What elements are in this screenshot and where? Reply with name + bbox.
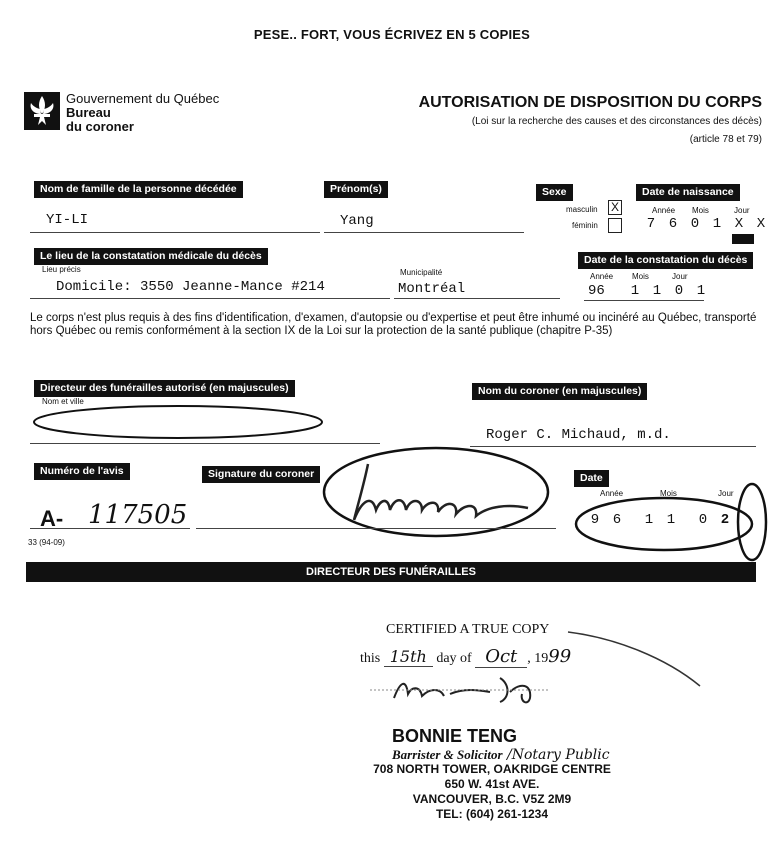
form-title: AUTORISATION DE DISPOSITION DU CORPS xyxy=(418,94,762,111)
label-nom-coroner: Nom du coroner (en majuscules) xyxy=(472,383,647,400)
constatation-annee-value: 96 xyxy=(588,283,605,299)
certified-date-line: this 15th day of Oct , 1999 xyxy=(360,646,572,667)
legal-paragraph: Le corps n'est plus requis à des fins d'identification, d'examen, d'autopsie ou d'expertise et peut être inhumé ou incinéré au Québec, transporté hors Québec ou remis conformément à la section IX de la Loi sur la protection de la santé publique (chapitre P-35) xyxy=(30,312,757,337)
feminin-checkbox[interactable] xyxy=(608,218,622,233)
label-signature: Signature du coroner xyxy=(202,466,320,483)
constatation-jour-label: Jour xyxy=(672,272,688,281)
form-code: 33 (94-09) xyxy=(28,538,65,547)
form-subtitle: (Loi sur la recherche des causes et des circonstances des décès) xyxy=(471,116,762,127)
municipalite-value: Montréal xyxy=(398,281,466,297)
avis-prefix: A- xyxy=(40,506,64,531)
constatation-mois-label: Mois xyxy=(632,272,649,281)
notary-address: 708 NORTH TOWER, OAKRIDGE CENTRE 650 W. 41st AVE. VANCOUVER, B.C. V5Z 2M9 TEL: (604) 261-1234 xyxy=(373,762,611,821)
lieu-precis-value: Domicile: 3550 Jeanne-Mance #214 xyxy=(56,279,325,295)
label-date: Date xyxy=(574,470,609,487)
label-lieu-precis: Lieu précis xyxy=(42,265,81,274)
naissance-jour-label: Jour xyxy=(734,206,750,215)
date-mois-label: Mois xyxy=(660,489,677,498)
notary-role: Barrister & Solicitor /Notary Public xyxy=(392,747,610,763)
nom-value: YI-LI xyxy=(46,212,89,228)
naissance-digits: 7 6 0 1 X X xyxy=(646,216,766,232)
gov-name: Gouvernement du Québec xyxy=(66,91,220,106)
notary-name: BONNIE TENG xyxy=(392,726,518,746)
gov-bureau: Bureau xyxy=(66,105,111,120)
masculin-label: masculin xyxy=(566,205,598,214)
naissance-mois-label: Mois xyxy=(692,206,709,215)
date-jour-label: Jour xyxy=(718,489,734,498)
redaction-mark xyxy=(732,234,754,244)
label-lieu: Le lieu de la constatation médicale du décès xyxy=(34,248,268,265)
masculin-checkbox[interactable]: X xyxy=(608,200,622,215)
form-article: (article 78 et 79) xyxy=(689,134,762,145)
government-header xyxy=(66,92,219,134)
label-municipalite: Municipalité xyxy=(400,268,443,277)
label-sexe: Sexe xyxy=(536,184,573,201)
certified-true-copy: CERTIFIED A TRUE COPY xyxy=(386,622,550,637)
directeur-redaction-oval xyxy=(30,402,330,442)
label-date-naissance: Date de naissance xyxy=(636,184,740,201)
date-digits: 9 6 1 1 0 2 xyxy=(590,512,730,528)
directeur-funerailles-bar: DIRECTEUR DES FUNÉRAILLES xyxy=(26,562,756,582)
avis-number: 117505 xyxy=(88,500,188,530)
feminin-label: féminin xyxy=(572,221,598,230)
constatation-annee-label: Année xyxy=(590,272,614,281)
label-directeur: Directeur des funérailles autorisé (en majuscules) xyxy=(34,380,295,397)
coroner-name-value: Roger C. Michaud, m.d. xyxy=(486,427,671,443)
gov-coroner: du coroner xyxy=(66,119,134,134)
naissance-annee-label: Année xyxy=(652,206,676,215)
prenom-value: Yang xyxy=(340,213,374,229)
quebec-fleur-de-lis-logo xyxy=(24,92,60,130)
label-prenom: Prénom(s) xyxy=(324,181,388,198)
label-nom-ville: Nom et ville xyxy=(42,397,84,406)
label-date-constatation: Date de la constatation du décès xyxy=(578,252,753,269)
copies-instruction: PESE.. FORT, VOUS ÉCRIVEZ EN 5 COPIES xyxy=(253,27,531,42)
notary-signature xyxy=(360,668,560,708)
constatation-digits: 1 1 0 1 xyxy=(630,283,706,299)
date-annee-label: Année xyxy=(600,489,624,498)
pen-stroke xyxy=(566,628,706,692)
label-nom-famille: Nom de famille de la personne décédée xyxy=(34,181,243,198)
label-numero-avis: Numéro de l'avis xyxy=(34,463,130,480)
